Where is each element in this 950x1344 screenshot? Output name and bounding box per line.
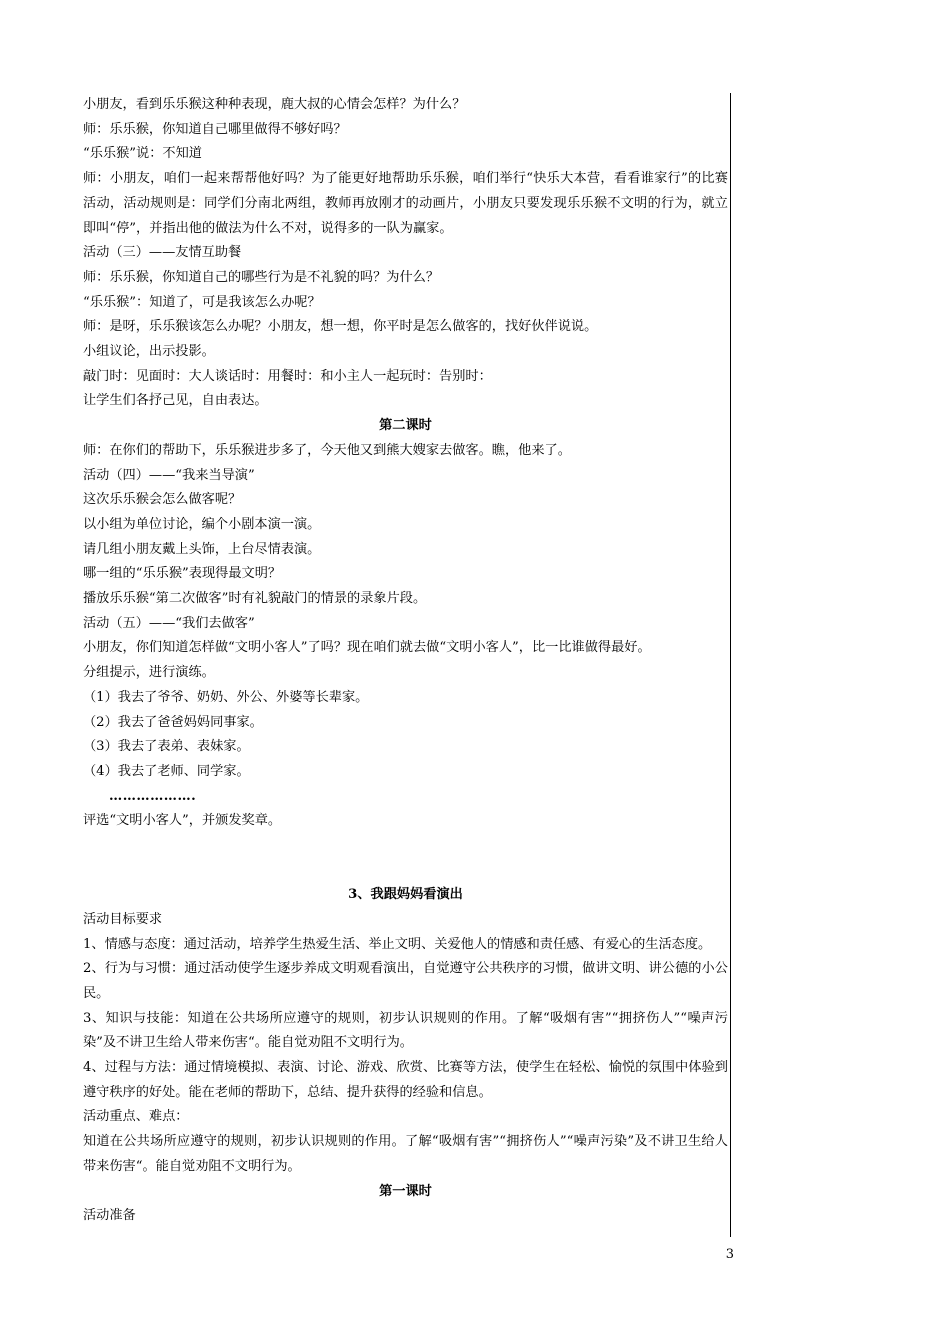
goal-item: 4、过程与方法：通过情境模拟、表演、讨论、游戏、欣赏、比赛等方法，使学生在轻松、愉悦的氛围中体验到遵守秩序的好处。能在老师的帮助下，总结、提升获得的经验和信息。 xyxy=(83,1060,728,1100)
paragraph: 活动准备 xyxy=(83,1208,136,1224)
paragraph: 师：是呀，乐乐猴该怎么办呢？小朋友，想一想，你平时是怎么做客的，找好伙伴说说。 xyxy=(83,319,598,335)
goal-item: 1、情感与态度：通过活动，培养学生热爱生活、举止文明、关爱他人的情感和责任感、有爱心的生活态度。 xyxy=(83,936,712,952)
activity-heading: 活动（三）——友情互助餐 xyxy=(83,245,242,261)
paragraph: 这次乐乐猴会怎么做客呢？ xyxy=(83,492,242,508)
paragraph: 师：乐乐猴，你知道自己的哪些行为是不礼貌的吗？为什么？ xyxy=(83,269,440,285)
ellipsis-line: ………………. xyxy=(109,788,197,804)
paragraph: 评选“文明小客人”，并颁发奖章。 xyxy=(83,813,282,829)
goal-item: 3、知识与技能：知道在公共场所应遵守的规则，初步认识规则的作用。了解“吸烟有害”“拥挤伤人”“噪声污染”及不讲卫生给人带来伤害“。能自觉劝阻不文明行为。 xyxy=(83,1010,728,1051)
paragraph: 师：小朋友，咱们一起来帮帮他好吗？为了能更好地帮助乐乐猴，咱们举行“快乐大本营，看看谁家行”的比赛活动，活动规则是：同学们分南北两组，教师再放刚才的动画片，小朋友只要发现乐乐猴不文明的行为，就立即叫“停”，并指出他的做法为什么不对，说得多的一队为赢家。 xyxy=(83,171,728,236)
document-body xyxy=(83,93,728,1229)
paragraph: 师：在你们的帮助下，乐乐猴进步多了，今天他又到熊大嫂家去做客。瞧，他来了。 xyxy=(83,442,571,458)
paragraph: 小朋友，你们知道怎样做“文明小客人”了吗？现在咱们就去做“文明小客人”，比一比谁做得最好。 xyxy=(83,640,651,656)
paragraph: 分组提示，进行演练。 xyxy=(83,665,215,681)
paragraph: 活动重点、难点： xyxy=(83,1109,189,1125)
activity-heading: 活动（四）——“我来当导演” xyxy=(83,467,255,483)
list-item: （4）我去了老师、同学家。 xyxy=(83,763,250,779)
paragraph: 小组议论，出示投影。 xyxy=(83,344,215,360)
spacer xyxy=(83,834,728,883)
list-item: （1）我去了爷爷、奶奶、外公、外婆等长辈家。 xyxy=(83,689,369,705)
paragraph: 活动目标要求 xyxy=(83,911,163,927)
paragraph: 敲门时：见面时：大人谈话时：用餐时：和小主人一起玩时：告别时： xyxy=(83,368,492,384)
section-heading-lesson-two: 第二课时 xyxy=(379,418,432,434)
section-heading-lesson-one: 第一课时 xyxy=(379,1183,432,1199)
paragraph: 小朋友，看到乐乐猴这种种表现，鹿大叔的心情会怎样？为什么？ xyxy=(83,97,466,112)
list-item: （2）我去了爸爸妈妈同事家。 xyxy=(83,714,263,730)
margin-rule xyxy=(730,93,731,1237)
section-heading-chapter-three: 3、我跟妈妈看演出 xyxy=(348,887,463,903)
paragraph: 让学生们各抒己见，自由表达。 xyxy=(83,393,268,409)
paragraph: 师：乐乐猴，你知道自己哪里做得不够好吗？ xyxy=(83,121,347,137)
paragraph: 哪一组的“乐乐猴”表现得最文明？ xyxy=(83,566,282,582)
paragraph: 知道在公共场所应遵守的规则，初步认识规则的作用。了解“吸烟有害”“拥挤伤人”“噪声污染”及不讲卫生给人带来伤害“。能自觉劝阻不文明行为。 xyxy=(83,1134,728,1174)
list-item: （3）我去了表弟、表妹家。 xyxy=(83,739,250,755)
goal-item: 2、行为与习惯：通过活动使学生逐步养成文明观看演出，自觉遵守公共秩序的习惯，做讲文明、讲公德的小公民。 xyxy=(83,961,728,1001)
paragraph: 以小组为单位讨论，编个小剧本演一演。 xyxy=(83,516,321,532)
activity-heading: 活动（五）——“我们去做客” xyxy=(83,615,255,631)
page-number: 3 xyxy=(725,1247,734,1262)
paragraph: “乐乐猴”：知道了，可是我该怎么办呢？ xyxy=(83,294,321,310)
paragraph: 播放乐乐猴“第二次做客”时有礼貌敲门的情景的录象片段。 xyxy=(83,591,427,607)
paragraph: “乐乐猴”说：不知道 xyxy=(83,146,202,162)
paragraph: 请几组小朋友戴上头饰，上台尽情表演。 xyxy=(83,541,321,557)
